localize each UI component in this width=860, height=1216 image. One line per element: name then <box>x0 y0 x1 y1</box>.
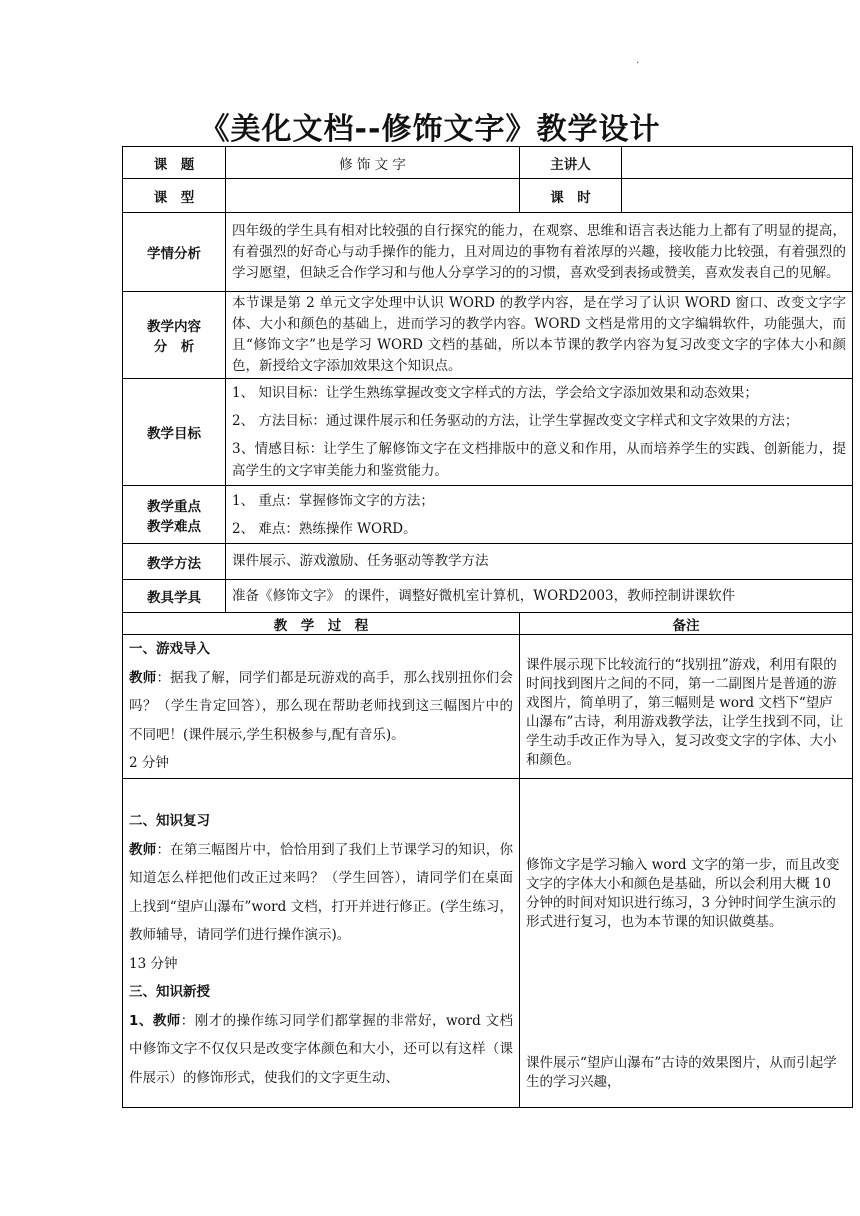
section-paragraph <box>129 836 513 950</box>
keypoint-item: 1、 重点：掌握修饰文字的方法； <box>232 492 434 509</box>
keypoints-label-line1: 教学重点 <box>147 498 201 515</box>
analysis-text: 四年级的学生具有相对比较强的自行探究的能力，在观察、思维和语言表达能力上都有了明显的提高，有着强烈的好奇心与动手操作的能力，且对周边的事物有着浓厚的兴趣，接收能力比较强，有着强烈的学习愿望，但缺乏合作学习和与他人分享学习的的习惯，喜欢受到表扬或赞美，喜欢发表自己的见解。 <box>226 213 853 292</box>
content-text: 本节课是第 2 单元文字处理中认识 WORD 的教学内容，是在学习了认识 WORD 窗口、改变文字字体、大小和颜色的基础上，进而学习的教学内容。WORD 文档是常用的文字编辑软件，功能强大，而且“修饰文字”也是学习 WORD 文档的基础，所以本节课的教学内容为复习改变文字的字体大小和颜色，新授给文字添加效果这个知识点。 <box>226 292 853 379</box>
tools-label: 教具学具 <box>123 580 226 613</box>
objectives-label: 教学目标 <box>123 379 226 486</box>
paragraph-text: ：刚才的操作练习同学们都掌握的非常好，word 文档中修饰文字不仅仅只是改变字体颜色和大小，还可以有这样（课件展示）的修饰形式，使我们的文字更生动、 <box>129 1012 513 1086</box>
keypoints-label <box>123 486 226 544</box>
page-marker-dot: · <box>636 58 640 69</box>
note-cell-2 <box>520 779 853 1108</box>
objective-item: 3、情感目标：让学生了解修饰文字在文档排版中的意义和作用，从而培养学生的实践、创新能力，提高学生的文字审美能力和鉴赏能力。 <box>232 441 846 479</box>
speaker-value <box>622 147 853 179</box>
speaker-label: 主讲人 <box>520 147 622 179</box>
document-title: 《美化文档--修饰文字》教学设计 <box>199 112 661 147</box>
duration-text: 2 分钟 <box>129 755 169 771</box>
content-label-line2: 分 析 <box>153 339 195 355</box>
keypoints-label-line2: 教学难点 <box>147 518 201 535</box>
hours-label: 课 时 <box>520 179 622 213</box>
note-paragraph: 课件展示现下比较流行的“找别扭”游戏，利用有限的时间找到图片之间的不同，第一二副图片是普通的游戏图片，简单明了，第三幅则是 word 文档下“望庐山瀑布”古诗，利用游戏教学法，让学生找到不同，让学生动手改正作为导入，复习改变文字的字体、大小和颜色。 <box>526 657 844 768</box>
note-paragraph: 修饰文字是学习输入 word 文字的第一步，而且改变文字的字体大小和颜色是基础，所以会利用大概 10 分钟的时间对知识进行练习，3 分钟时间学生演示的形式进行复习，也为本节课的知识做奠基。 <box>526 857 840 930</box>
topic-label: 课 题 <box>123 147 226 179</box>
note-paragraph: 课件展示“望庐山瀑布”古诗的效果图片，从而引起学生的学习兴趣， <box>526 1055 837 1090</box>
info-table <box>122 146 853 613</box>
type-value <box>226 179 520 213</box>
section-paragraph <box>129 1007 513 1093</box>
speaker-tag: 1、教师 <box>129 1012 181 1029</box>
objective-item: 2、 方法目标：通过课件展示和任务驱动的方法，让学生掌握改变文字样式和文字效果的方法； <box>232 413 799 429</box>
methods-label: 教学方法 <box>123 544 226 580</box>
analysis-label: 学情分析 <box>123 213 226 292</box>
speaker-tag: 教师 <box>129 669 157 686</box>
paragraph-text: ：在第三幅图片中，恰恰用到了我们上节课学习的知识，你知道怎么样把他们改正过来吗？（学生回答），请同学们在桌面上找到“望庐山瀑布”word 文档，打开并进行修正。(学生练习，教师辅导，请同学们进行操作演示)。 <box>129 841 514 943</box>
process-header: 教 学 过 程 <box>123 613 520 635</box>
hours-value <box>622 179 853 213</box>
content-label-line1: 教学内容 <box>147 319 201 335</box>
section-heading: 三、知识新授 <box>129 984 210 1000</box>
notes-header: 备注 <box>520 613 853 635</box>
type-label: 课 型 <box>123 179 226 213</box>
speaker-tag: 教师 <box>129 841 157 858</box>
methods-text: 课件展示、游戏激励、任务驱动等教学方法 <box>226 544 853 580</box>
process-section-1 <box>123 635 520 779</box>
process-table <box>122 612 853 1108</box>
paragraph-text: ：据我了解，同学们都是玩游戏的高手，那么找别扭你们会吗？（学生肯定回答），那么现在帮助老师找到这三幅图片中的不同吧！(课件展示,学生积极参与,配有音乐)。 <box>129 669 514 743</box>
content-label <box>123 292 226 379</box>
lesson-plan-table <box>122 146 852 1108</box>
keypoints-list <box>226 486 853 544</box>
note-cell-1 <box>520 635 853 779</box>
topic-value: 修 饰 文 字 <box>226 147 520 179</box>
section-paragraph <box>129 664 513 750</box>
objective-item: 1、 知识目标：让学生熟练掌握改变文字样式的方法，学会给文字添加效果和动态效果； <box>232 385 758 401</box>
section-heading: 二、知识复习 <box>129 813 210 829</box>
duration-text: 13 分钟 <box>129 955 178 972</box>
tools-text: 准备《修饰文字》 的课件，调整好微机室计算机，WORD2003，教师控制讲课软件 <box>226 580 853 613</box>
section-heading: 一、游戏导入 <box>129 641 210 657</box>
objectives-list <box>226 379 853 486</box>
process-section-2 <box>123 779 520 1108</box>
keypoint-item: 2、 难点：熟练操作 WORD。 <box>232 520 417 537</box>
